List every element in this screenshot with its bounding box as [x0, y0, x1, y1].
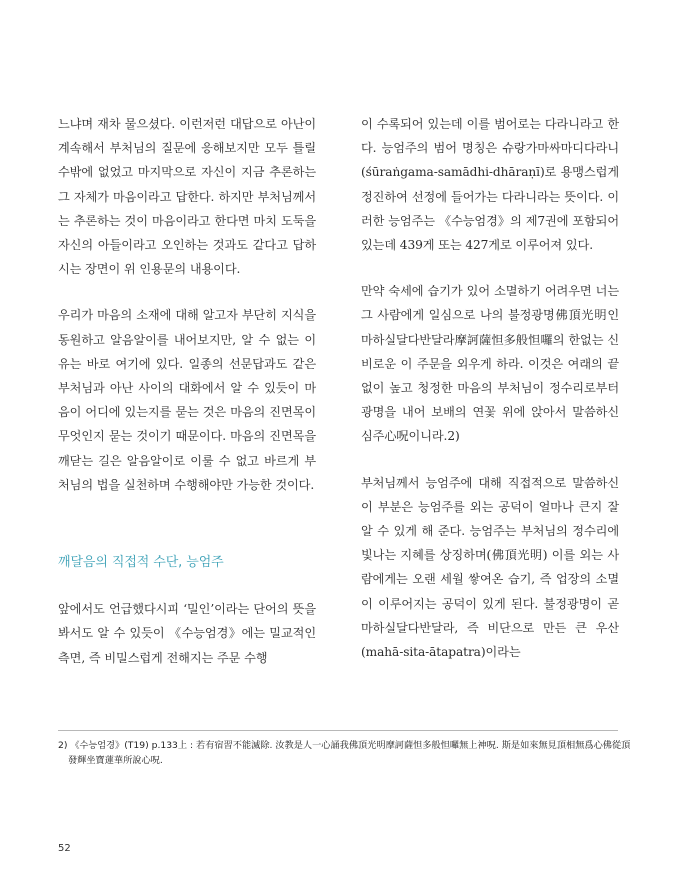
footnote-line-1: 2) 《수능엄경》(T19) p.133上 : 若有宿習不能滅除. 汝教是人一心誦我佛頂光明摩訶薩怛多般怛囉無上神呪. 斯是如來無見頂相無爲心佛從頂 [58, 740, 631, 751]
left-paragraph-1: 느냐며 재차 물으셨다. 이런저런 대답으로 아난이 계속해서 부처님의 질문에 응해보지만 모두 틀릴 수밖에 없었고 마지막으로 자신이 지금 추론하는 그 자체가 마음이라고 답한다. 하지만 부처님께서는 추론하는 것이 마음이라고 한다면 마치 도둑을 자신의 아들이라고 오인하는 것과도 같다고 답하시는 장면이 위 인용문의 내용이다. [58, 117, 316, 277]
sutra-quote-paragraph: 만약 숙세에 습기가 있어 소멸하기 어려우면 너는 그 사람에게 일심으로 나의 불정광명佛頂光明인 마하실달다반달라摩訶薩怛多般怛囉의 한없는 신비로운 이 주문을 외우게 하라. 이것은 여래의 끝없이 높고 청정한 마음의 부처님이 정수리로부터 광명을 내어 보배의 연꽃 위에 앉아서 말씀하신 심주心呪이니라.2) [361, 284, 619, 444]
right-text-column [361, 112, 619, 664]
section-heading: 깨달음의 직접적 수단, 능엄주 [58, 555, 224, 571]
right-paragraph-3: 부처님께서 능엄주에 대해 직접적으로 말씀하신 이 부분은 능엄주를 외는 공덕이 얼마나 큰지 잘 알 수 있게 해 준다. 능엄주는 부처님의 정수리에 빛나는 지혜를 상징하며(佛頂光明) 이를 외는 사람에게는 오랜 세월 쌓여온 습기, 즉 업장의 소멸이 이루어지는 공덕이 있게 된다. 불정광명이 곧 마하실달다반달라, 즉 비단으로 만든 큰 우산(mahā-sita-ātapatra)이라는 [361, 475, 619, 660]
footnote-divider [58, 730, 618, 731]
left-paragraph-2: 우리가 마음의 소재에 대해 알고자 부단히 지식을 동원하고 알음알이를 내어보지만, 알 수 없는 이유는 바로 여기에 있다. 일종의 선문답과도 같은 부처님과 아난 사이의 대화에서 알 수 있듯이 마음이 어디에 있는지를 묻는 것은 마음의 진면목이 무엇인지 묻는 것이기 때문이다. 마음의 진면목을 깨닫는 길은 알음알이로 이룰 수 없고 바르게 부처님의 법을 실천하며 수행해야만 가능한 것이다. [58, 308, 316, 492]
footnote [58, 738, 631, 768]
right-paragraph-1: 이 수록되어 있는데 이를 범어로는 다라니라고 한다. 능엄주의 범어 명칭은 슈랑가마싸마디다라니(śūraṅgama-samādhi-dhāraṇī)로 용맹스럽게 정진하여 선정에 들어가는 다라니라는 뜻이다. 이러한 능엄주는 《수능엄경》의 제7권에 포함되어 있는데 439게 또는 427게로 이루어져 있다. [361, 117, 619, 253]
footnote-line-2: 發輝坐寶蓮華所說心呪. [68, 755, 163, 766]
left-paragraph-3: 앞에서도 언급했다시피 ‘밀인’이라는 단어의 뜻을 봐서도 알 수 있듯이 《수능엄경》에는 밀교적인 측면, 즉 비밀스럽게 전해지는 주문 수행 [58, 602, 316, 665]
page-number: 52 [58, 843, 71, 854]
left-text-column [58, 112, 316, 670]
